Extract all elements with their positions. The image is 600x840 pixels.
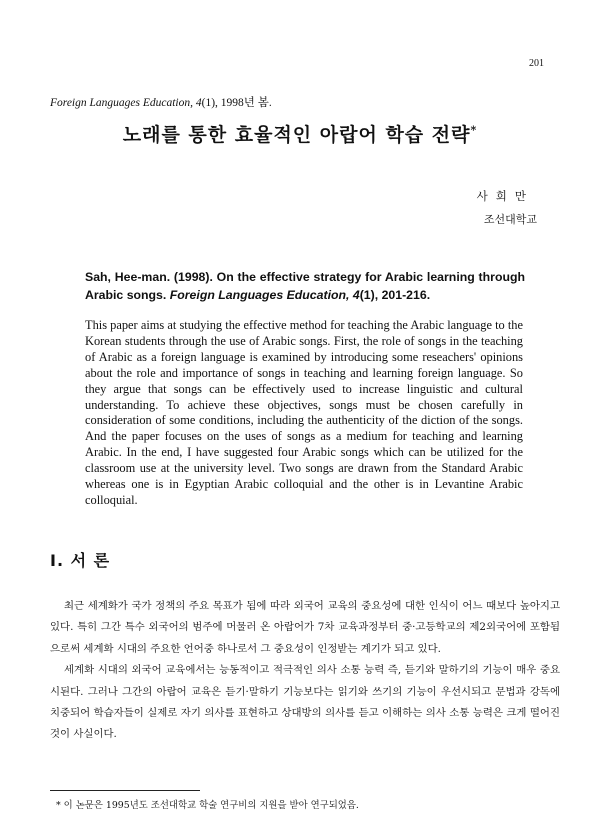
journal-reference	[50, 94, 272, 110]
paper-title	[0, 120, 600, 147]
english-citation	[85, 268, 525, 304]
citation-pages: (1), 201-216.	[359, 288, 431, 302]
paper-title-text: 노래를 통한 효율적인 아랍어 학습 전략	[122, 124, 471, 146]
page-number: 201	[529, 58, 544, 69]
footnote: * 이 논문은 1995년도 조선대학교 학술 연구비의 지원을 받아 연구되었음.	[56, 800, 359, 811]
author-affiliation: 조선대학교	[483, 213, 537, 226]
abstract: This paper aims at studying the effective method for teaching the Arabic language to the Korean students through the use of Arabic songs. First, the role of songs in the teaching of Arabic as a foreign language is examined by introducing some reseachers' opinions about the role and importance of songs in teaching and learning foreign language. So they argue that songs can be effectively used to increase linguistic and cultural understanding. To achieve these objectives, songs must be chosen carefully in consideration of some conditions, including the authenticity of the diction of the songs. And the paper focuses on the uses of songs as a medium for teaching and learning Arabic. In the end, I have suggested four Arabic songs which can be utilized for the classroom use at the university level. Two songs are drawn from the Standard Arabic whereas one is in Egyptian Arabic colloquial and the other is in Levantine Arabic colloquial.	[85, 318, 523, 507]
journal-name: Foreign Languages Education,	[50, 97, 193, 109]
footnote-divider	[50, 790, 200, 791]
citation-volume: 4	[352, 288, 360, 302]
journal-volume: 4	[195, 97, 202, 109]
body-paragraph: 세계화 시대의 외국어 교육에서는 능동적이고 적극적인 의사 소통 능력 즉, 듣기와 말하기의 기능이 매우 중요시된다. 그러나 그간의 아랍어 교육은 듣기·말하기 기능보다는 읽기와 쓰기의 기능이 우선시되고 문법과 강독에 치중되어 학습자들이 실제로 자기 의사를 표현하고 상대방의 의사를 듣고 이해하는 의사 소통 능력은 크게 떨어진 것이 사실이다.	[50, 664, 560, 741]
title-footnote-mark: *	[470, 123, 478, 137]
author-name: 사희만	[476, 189, 534, 203]
citation-text: Sah, Hee-man. (1998). On the effective strategy for Arabic learning through Arabic songs.	[85, 270, 525, 302]
body-paragraph: 최근 세계화가 국가 정책의 주요 목표가 됨에 따라 외국어 교육의 중요성에 대한 인식이 어느 때보다 높아지고 있다. 특히 그간 특수 외국어의 범주에 머물러 온 아랍어가 7차 교육과정부터 중·고등학교의 제2외국어에 포함됨으로써 세계화 시대의 주요한 언어중 하나로서 그 중요성이 인정받는 계기가 되고 있다.	[50, 600, 560, 655]
body-text	[50, 596, 560, 746]
section-heading: I. 서 론	[50, 551, 111, 570]
journal-issue-year: (1), 1998년 봄.	[201, 97, 272, 109]
citation-journal: Foreign Languages Education,	[169, 288, 350, 302]
